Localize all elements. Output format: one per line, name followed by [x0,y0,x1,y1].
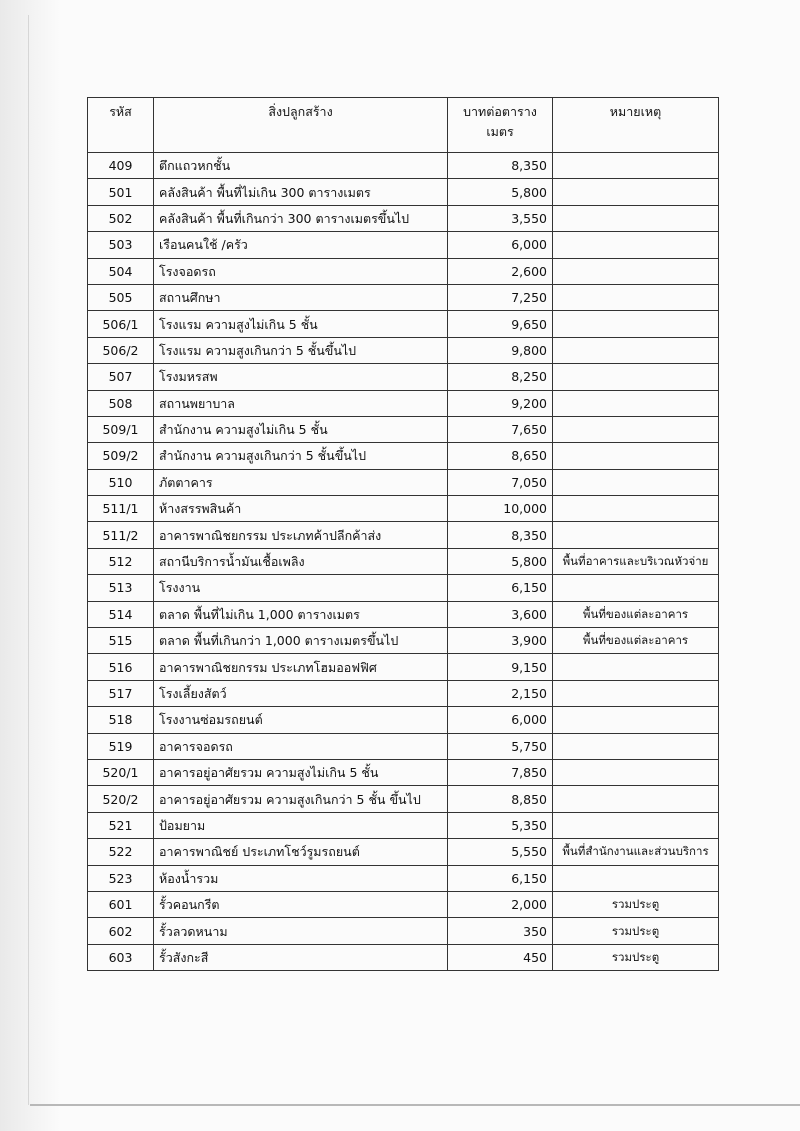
row-code-cell: 505 [88,284,154,310]
row-price-cell: 5,800 [448,548,553,574]
row-price-cell: 2,150 [448,680,553,706]
row-building-cell: อาคารจอดรถ [154,733,448,759]
row-code-cell: 517 [88,680,154,706]
row-code-cell: 521 [88,812,154,838]
row-price-cell: 8,350 [448,153,553,179]
table-row [88,258,719,284]
row-note-cell [553,232,719,258]
row-building-cell: อาคารอยู่อาศัยรวม ความสูงไม่เกิน 5 ชั้น [154,759,448,785]
row-note-cell: รวมประตู [553,918,719,944]
row-building-cell: รั้วลวดหนาม [154,918,448,944]
row-code-cell: 509/1 [88,416,154,442]
row-code-cell: 516 [88,654,154,680]
row-price-cell: 5,550 [448,839,553,865]
row-price-cell: 3,550 [448,205,553,231]
row-code-cell: 511/2 [88,522,154,548]
row-building-cell: สำนักงาน ความสูงเกินกว่า 5 ชั้นขึ้นไป [154,443,448,469]
row-code-cell: 506/1 [88,311,154,337]
row-price-cell: 8,250 [448,364,553,390]
header-note: หมายเหตุ [553,98,719,153]
row-code-cell: 506/2 [88,337,154,363]
row-code-cell: 508 [88,390,154,416]
table-row [88,786,719,812]
row-building-cell: ห้างสรรพสินค้า [154,496,448,522]
row-building-cell: อาคารพาณิชยกรรม ประเภทค้าปลีกค้าส่ง [154,522,448,548]
row-code-cell: 507 [88,364,154,390]
table-row [88,707,719,733]
row-code-cell: 519 [88,733,154,759]
row-price-cell: 2,600 [448,258,553,284]
row-code-cell: 602 [88,918,154,944]
row-note-cell [553,575,719,601]
scan-left-edge [28,15,29,1105]
table-row [88,205,719,231]
table-row [88,311,719,337]
table-row [88,628,719,654]
row-note-cell [553,311,719,337]
row-building-cell: สำนักงาน ความสูงไม่เกิน 5 ชั้น [154,416,448,442]
row-note-cell [553,654,719,680]
row-note-cell [553,469,719,495]
table-row [88,839,719,865]
row-building-cell: ภัตตาคาร [154,469,448,495]
row-note-cell [553,707,719,733]
row-note-cell [553,364,719,390]
row-building-cell: สถานศึกษา [154,284,448,310]
row-note-cell [553,759,719,785]
table-row [88,232,719,258]
row-price-cell: 3,900 [448,628,553,654]
row-code-cell: 509/2 [88,443,154,469]
table-row [88,759,719,785]
table-row [88,522,719,548]
header-code: รหัส [88,98,154,153]
row-building-cell: อาคารพาณิชยกรรม ประเภทโฮมออฟฟิศ [154,654,448,680]
row-code-cell: 513 [88,575,154,601]
row-price-cell: 5,800 [448,179,553,205]
table-header-row [88,98,719,153]
row-code-cell: 501 [88,179,154,205]
header-price-line2: เมตร [486,124,514,139]
building-price-table [87,97,719,971]
row-code-cell: 504 [88,258,154,284]
row-code-cell: 511/1 [88,496,154,522]
table-row [88,865,719,891]
row-building-cell: ตลาด พื้นที่เกินกว่า 1,000 ตารางเมตรขึ้นไป [154,628,448,654]
table-row [88,680,719,706]
row-building-cell: สถานพยาบาล [154,390,448,416]
table-row [88,918,719,944]
row-note-cell: พื้นที่ของแต่ละอาคาร [553,601,719,627]
row-code-cell: 601 [88,891,154,917]
table-body [88,153,719,971]
row-note-cell: รวมประตู [553,891,719,917]
header-price [448,98,553,153]
row-note-cell: รวมประตู [553,944,719,970]
table-row [88,575,719,601]
row-note-cell [553,416,719,442]
row-code-cell: 518 [88,707,154,733]
table-row [88,443,719,469]
row-building-cell: คลังสินค้า พื้นที่เกินกว่า 300 ตารางเมตรขึ้นไป [154,205,448,231]
row-code-cell: 515 [88,628,154,654]
row-price-cell: 6,150 [448,865,553,891]
row-note-cell [553,786,719,812]
row-code-cell: 603 [88,944,154,970]
row-price-cell: 8,350 [448,522,553,548]
table-row [88,944,719,970]
table-row [88,337,719,363]
row-building-cell: คลังสินค้า พื้นที่ไม่เกิน 300 ตารางเมตร [154,179,448,205]
row-note-cell [553,812,719,838]
row-note-cell [553,733,719,759]
table-row [88,812,719,838]
row-building-cell: ตลาด พื้นที่ไม่เกิน 1,000 ตารางเมตร [154,601,448,627]
row-building-cell: โรงมหรสพ [154,364,448,390]
row-note-cell [553,153,719,179]
row-price-cell: 9,650 [448,311,553,337]
row-price-cell: 9,200 [448,390,553,416]
table-row [88,179,719,205]
row-price-cell: 5,350 [448,812,553,838]
table-row [88,891,719,917]
table-row [88,284,719,310]
table-row [88,153,719,179]
table-row [88,548,719,574]
row-price-cell: 7,050 [448,469,553,495]
table-row [88,364,719,390]
row-price-cell: 3,600 [448,601,553,627]
row-note-cell [553,680,719,706]
row-building-cell: โรงแรม ความสูงไม่เกิน 5 ชั้น [154,311,448,337]
row-building-cell: ป้อมยาม [154,812,448,838]
row-code-cell: 522 [88,839,154,865]
row-note-cell [553,496,719,522]
row-price-cell: 8,850 [448,786,553,812]
header-building: สิ่งปลูกสร้าง [154,98,448,153]
row-code-cell: 520/2 [88,786,154,812]
row-note-cell: พื้นที่สำนักงานและส่วนบริการ [553,839,719,865]
row-building-cell: รั้วคอนกรีต [154,891,448,917]
row-code-cell: 523 [88,865,154,891]
row-price-cell: 8,650 [448,443,553,469]
table-row [88,416,719,442]
row-price-cell: 350 [448,918,553,944]
row-building-cell: โรงจอดรถ [154,258,448,284]
row-building-cell: อาคารอยู่อาศัยรวม ความสูงเกินกว่า 5 ชั้น ขึ้นไป [154,786,448,812]
row-note-cell [553,390,719,416]
row-code-cell: 409 [88,153,154,179]
table-row [88,469,719,495]
row-building-cell: ตึกแถวหกชั้น [154,153,448,179]
row-code-cell: 520/1 [88,759,154,785]
row-building-cell: โรงงาน [154,575,448,601]
row-note-cell: พื้นที่ของแต่ละอาคาร [553,628,719,654]
table-row [88,733,719,759]
row-price-cell: 7,250 [448,284,553,310]
row-building-cell: เรือนคนใช้ /ครัว [154,232,448,258]
row-price-cell: 6,000 [448,707,553,733]
table-row [88,654,719,680]
row-price-cell: 9,800 [448,337,553,363]
row-note-cell [553,179,719,205]
row-building-cell: สถานีบริการน้ำมันเชื้อเพลิง [154,548,448,574]
row-building-cell: อาคารพาณิชย์ ประเภทโชว์รูมรถยนต์ [154,839,448,865]
row-code-cell: 514 [88,601,154,627]
row-building-cell: รั้วสังกะสี [154,944,448,970]
row-building-cell: โรงแรม ความสูงเกินกว่า 5 ชั้นขึ้นไป [154,337,448,363]
row-building-cell: ห้องน้ำรวม [154,865,448,891]
table-row [88,601,719,627]
row-code-cell: 503 [88,232,154,258]
row-price-cell: 6,150 [448,575,553,601]
table-row [88,496,719,522]
row-price-cell: 2,000 [448,891,553,917]
row-price-cell: 6,000 [448,232,553,258]
row-note-cell [553,258,719,284]
row-note-cell [553,865,719,891]
row-note-cell: พื้นที่อาคารและบริเวณหัวจ่าย [553,548,719,574]
row-price-cell: 7,850 [448,759,553,785]
row-note-cell [553,205,719,231]
row-price-cell: 5,750 [448,733,553,759]
header-price-line1: บาทต่อตาราง [463,104,537,119]
row-building-cell: โรงงานซ่อมรถยนต์ [154,707,448,733]
row-code-cell: 512 [88,548,154,574]
row-code-cell: 502 [88,205,154,231]
row-price-cell: 9,150 [448,654,553,680]
row-price-cell: 450 [448,944,553,970]
row-note-cell [553,443,719,469]
row-code-cell: 510 [88,469,154,495]
row-building-cell: โรงเลี้ยงสัตว์ [154,680,448,706]
table-row [88,390,719,416]
row-note-cell [553,337,719,363]
row-note-cell [553,284,719,310]
row-price-cell: 10,000 [448,496,553,522]
scan-bottom-edge [30,1104,800,1106]
row-note-cell [553,522,719,548]
row-price-cell: 7,650 [448,416,553,442]
